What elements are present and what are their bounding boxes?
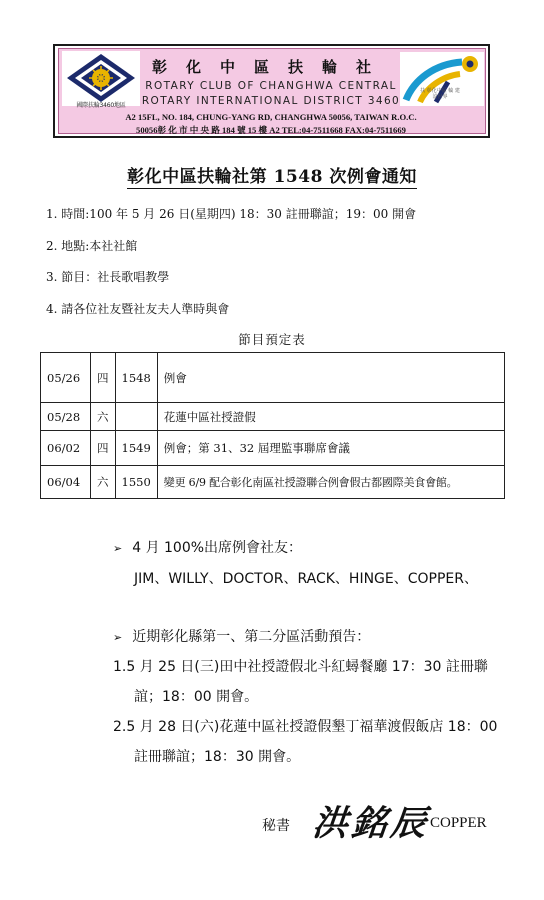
table-row xyxy=(41,466,505,499)
district-name-english: ROTARY INTERNATIONAL DISTRICT 3460 xyxy=(141,95,401,107)
schedule-date: 05/28 xyxy=(41,403,91,431)
schedule-weekday: 四 xyxy=(91,431,116,466)
schedule-event: 變更 6/9 配合彰化南區社授證聯合例會假古都國際美食會館。 xyxy=(157,466,504,499)
table-row xyxy=(41,431,505,466)
attendance-names: JIM、WILLY、DOCTOR、RACK、HINGE、COPPER、 xyxy=(134,571,478,587)
item-attendance-request: 4. 請各位社友暨社友夫人準時與會 xyxy=(46,302,230,316)
address-chinese: 50056彰 化 市 中 央 路 184 號 15 樓 A2 TEL:04-7511668 FAX:04-7511669 xyxy=(136,125,406,135)
schedule-title: 節目預定表 xyxy=(238,332,306,347)
event-1-line-2: 誼；18：00 開會。 xyxy=(134,689,259,705)
schedule-date: 05/26 xyxy=(41,353,91,403)
schedule-meeting-number: 1549 xyxy=(115,431,157,466)
schedule-date: 06/04 xyxy=(41,466,91,499)
event-2-line-2: 註冊聯誼；18：30 開會。 xyxy=(134,749,301,765)
arrow-bullet-icon: ➢ xyxy=(113,631,123,644)
item-location: 2. 地點:本社社館 xyxy=(46,239,138,253)
schedule-weekday: 四 xyxy=(91,353,116,403)
events-heading: ➢ 近期彰化縣第一、第二分區活動預告： xyxy=(113,629,371,645)
attendance-heading: ➢ 4 月 100%出席例會社友： xyxy=(113,540,303,556)
club-logo-caption: 扶 彰化中區 輪 建設世界 xyxy=(420,88,460,100)
arrow-bullet-icon: ➢ xyxy=(113,542,123,555)
event-2-line-1: 2.5 月 28 日(六)花蓮中區社授證假墾丁福華渡假飯店 18：00 xyxy=(113,719,498,735)
schedule-event: 例會；第 31、32 屆理監事聯席會議 xyxy=(157,431,504,466)
signature-english-name: COPPER xyxy=(430,815,487,831)
signature-name: 洪銘辰 xyxy=(310,803,432,844)
schedule-weekday: 六 xyxy=(91,466,116,499)
schedule-meeting-number: 1550 xyxy=(115,466,157,499)
notice-title: 彰化中區扶輪社第 1548 次例會通知 xyxy=(127,167,417,187)
club-name-chinese: 彰化中區扶輪社 xyxy=(151,58,390,76)
club-name-english: ROTARY CLUB OF CHANGHWA CENTRAL xyxy=(145,80,397,92)
event-1-line-1: 1.5 月 25 日(三)田中社授證假北斗紅蟳餐廳 17：30 註冊聯 xyxy=(113,659,488,675)
district-emblem-caption: 國際扶輪3460地區 xyxy=(76,102,126,109)
item-program: 3. 節目：社長歌唱教學 xyxy=(46,270,170,284)
schedule-meeting-number xyxy=(115,403,157,431)
table-row xyxy=(41,353,505,403)
signature-label: 秘書 xyxy=(262,818,290,834)
schedule-table xyxy=(40,352,505,499)
schedule-weekday: 六 xyxy=(91,403,116,431)
address-english: A2 15FL, NO. 184, CHUNG-YANG RD, CHANGHWA 50056, TAIWAN R.O.C. xyxy=(125,112,417,122)
schedule-event: 例會 xyxy=(157,353,504,403)
item-time: 1. 時間:100 年 5 月 26 日(星期四) 18：30 註冊聯誼；19：00 開會 xyxy=(46,207,417,221)
schedule-event: 花蓮中區社授證假 xyxy=(157,403,504,431)
table-row xyxy=(41,403,505,431)
schedule-meeting-number: 1548 xyxy=(115,353,157,403)
district-emblem-icon xyxy=(62,51,140,106)
schedule-date: 06/02 xyxy=(41,431,91,466)
